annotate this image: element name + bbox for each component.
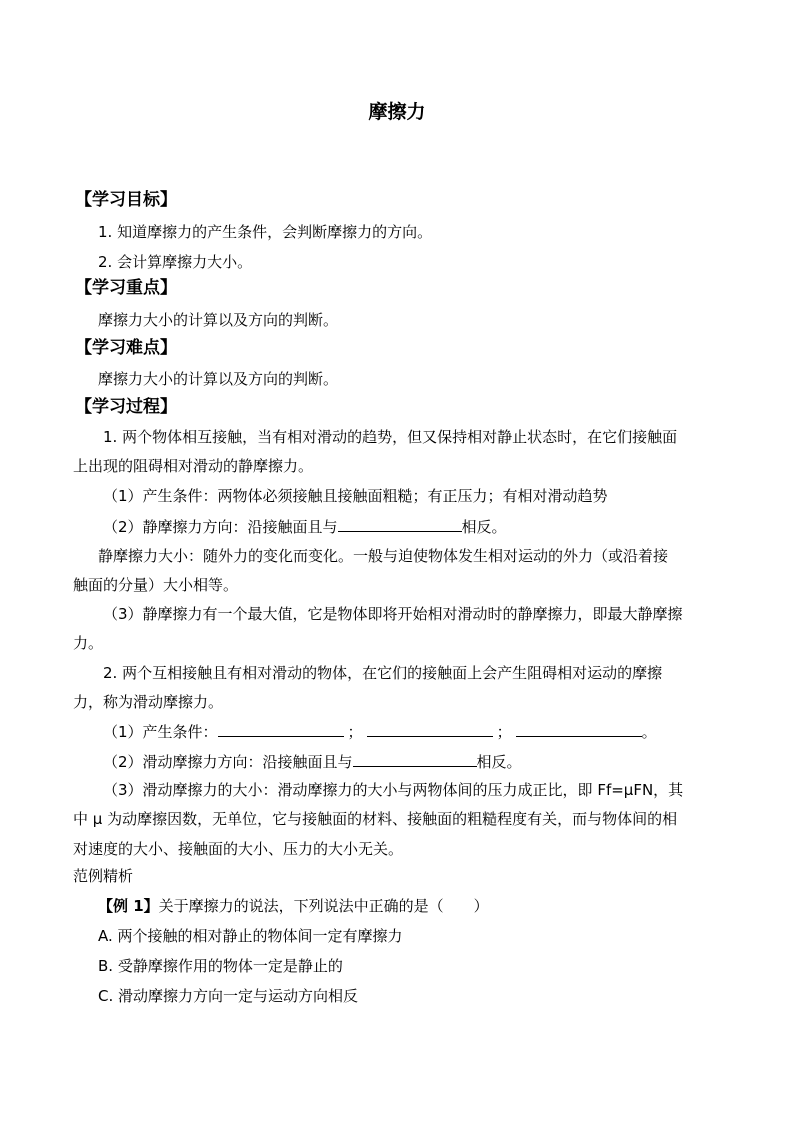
answer-blank[interactable] — [367, 721, 493, 737]
paragraph-line: 1. 两个物体相互接触，当有相对滑动的趋势，但又保持相对静止状态时，在它们接触面 — [103, 428, 678, 446]
answer-blank[interactable] — [516, 721, 642, 737]
example-stem: 关于摩擦力的说法，下列说法中正确的是（ ） — [158, 897, 489, 915]
paragraph-line: 力，称为滑动摩擦力。 — [73, 693, 224, 711]
fill-in-prefix: （1）产生条件： — [103, 723, 218, 741]
answer-blank[interactable] — [353, 751, 477, 767]
fill-in-end: 。 — [641, 723, 657, 741]
fill-in-line — [103, 516, 763, 537]
paragraph-line: 2. 两个互相接触且有相对滑动的物体，在它们的接触面上会产生阻碍相对运动的摩擦 — [103, 664, 663, 682]
separator: ； — [496, 723, 512, 741]
option-a: A. 两个接触的相对静止的物体间一定有摩擦力 — [98, 927, 403, 945]
difficulties-heading: 【学习难点】 — [75, 338, 177, 358]
separator: ； — [347, 723, 363, 741]
option-b: B. 受静摩擦作用的物体一定是静止的 — [98, 957, 343, 975]
paragraph-line: （3）静摩擦力有一个最大值，它是物体即将开始相对滑动时的静摩擦力，即最大静摩擦 — [103, 605, 683, 623]
examples-heading: 范例精析 — [73, 867, 134, 885]
paragraph-line: 上出现的阻碍相对滑动的静摩擦力。 — [73, 457, 314, 475]
process-heading: 【学习过程】 — [75, 397, 177, 417]
example-question — [98, 896, 758, 916]
option-c: C. 滑动摩擦力方向一定与运动方向相反 — [98, 987, 359, 1005]
fill-in-prefix: （2）滑动摩擦力方向：沿接触面且与 — [103, 753, 353, 771]
key-points-heading: 【学习重点】 — [75, 278, 177, 298]
fill-in-prefix: （2）静摩擦力方向：沿接触面且与 — [103, 518, 338, 536]
objective-item: 2. 会计算摩擦力大小。 — [98, 253, 253, 271]
difficulties-text: 摩擦力大小的计算以及方向的判断。 — [98, 370, 339, 388]
paragraph-line: （1）产生条件：两物体必须接触且接触面粗糙；有正压力；有相对滑动趋势 — [103, 487, 608, 505]
fill-in-suffix: 相反。 — [476, 753, 522, 771]
objectives-heading: 【学习目标】 — [75, 190, 177, 210]
paragraph-line: 静摩擦力大小：随外力的变化而变化。一般与迫使物体发生相对运动的外力（或沿着接 — [98, 547, 669, 565]
paragraph-line: 中 μ 为动摩擦因数，无单位，它与接触面的材料、接触面的粗糙程度有关，而与物体间的相 — [73, 810, 678, 828]
paragraph-line: 触面的分量）大小相等。 — [73, 576, 239, 594]
key-points-text: 摩擦力大小的计算以及方向的判断。 — [98, 311, 339, 329]
paragraph-line: 力。 — [73, 634, 104, 652]
answer-blank[interactable] — [338, 516, 462, 532]
answer-blank[interactable] — [218, 721, 344, 737]
objective-item: 1. 知道摩擦力的产生条件，会判断摩擦力的方向。 — [98, 223, 433, 241]
paragraph-line: 对速度的大小、接触面的大小、压力的大小无关。 — [73, 840, 404, 858]
page-title: 摩擦力 — [368, 101, 426, 123]
example-label: 【例 1】 — [98, 897, 159, 915]
fill-in-line — [103, 751, 763, 772]
paragraph-line: （3）滑动摩擦力的大小：滑动摩擦力的大小与两物体间的压力成正比，即 Ff=μFN，其 — [103, 781, 684, 799]
fill-in-suffix: 相反。 — [461, 518, 507, 536]
fill-in-line — [103, 721, 763, 742]
